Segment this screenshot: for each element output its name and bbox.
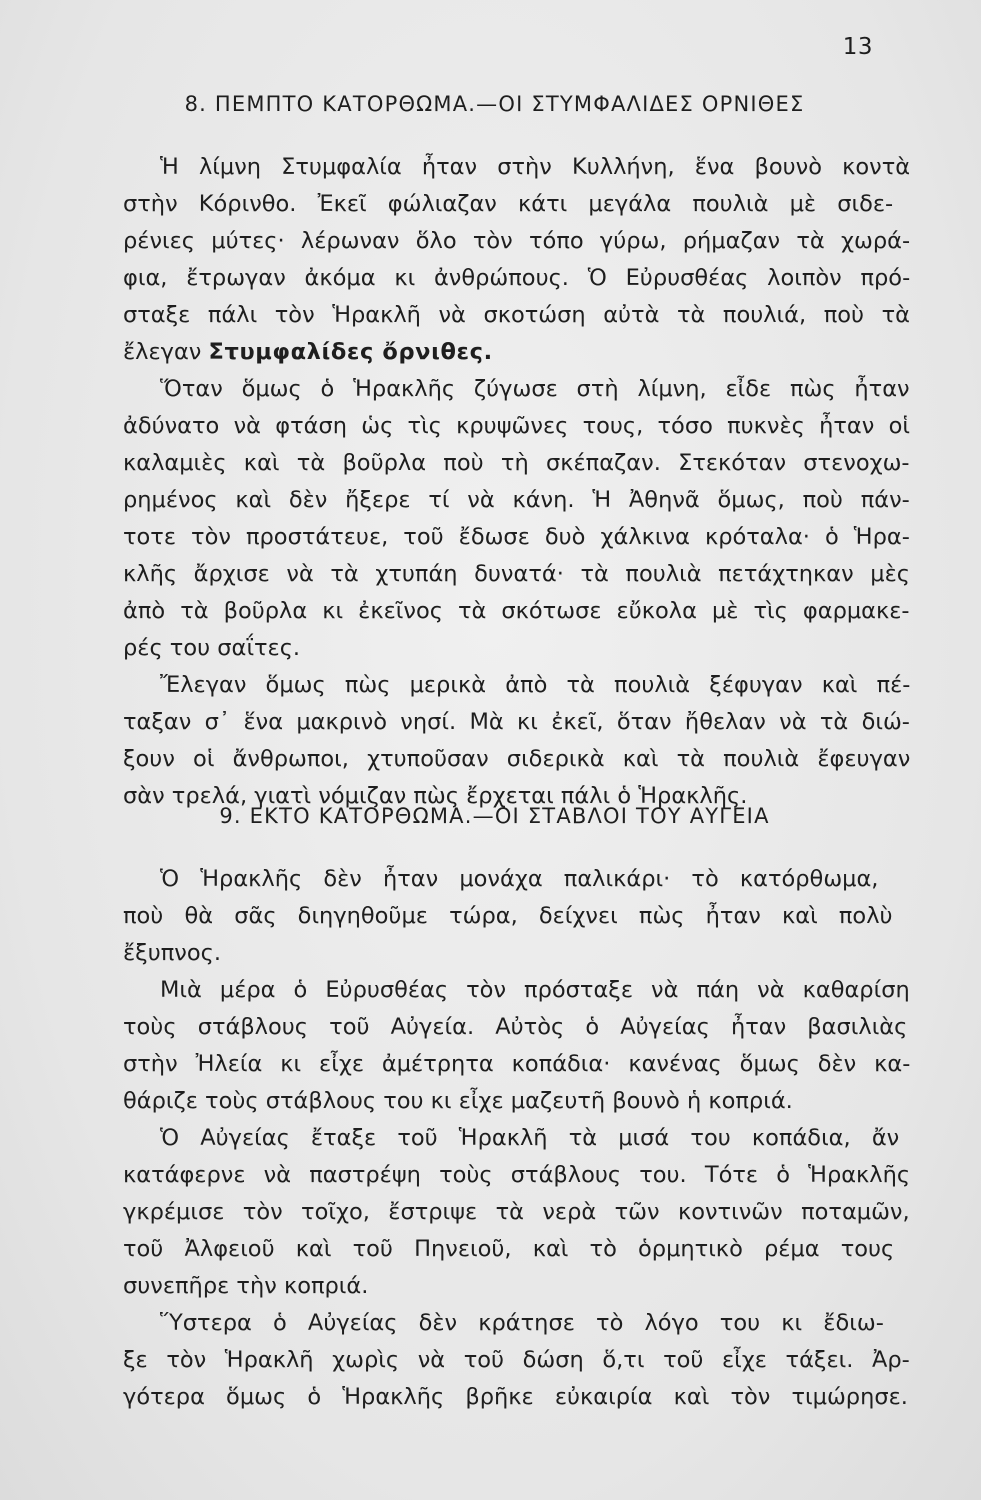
s8-line-4: φια, ἔτρωγαν ἀκόμα κι ἀνθρώπους. Ὁ Εὐρυσθέας λοιπὸν πρό- xyxy=(123,265,911,291)
s8-line-1: Ἡ λίμνη Στυμφαλία ἦταν στὴν Κυλλήνη, ἕνα βουνὸ κοντὰ xyxy=(160,154,911,180)
s8-line-14: ρές του σαΐτες. xyxy=(123,635,301,661)
s8-line-3: ρένιες μύτες· λέρωναν ὅλο τὸν τόπο γύρω, ρήμαζαν τὰ χωρά- xyxy=(123,228,911,254)
s9-line-2: ποὺ θὰ σᾶς διηγηθοῦμε τώρα, δείχνει πὼς ἦταν καὶ πολὺ xyxy=(123,903,893,929)
s8-line-2: στὴν Κόρινθο. Ἐκεῖ φώλιαζαν κάτι μεγάλα πουλιὰ μὲ σιδε- xyxy=(123,191,894,217)
section-9-heading: 9. ΕΚΤΟ ΚΑΤΟΡΘΩΜΑ.—ΟΙ ΣΤΑΒΛΟΙ ΤΟΥ ΑΥΓΕΙΑ xyxy=(219,804,770,828)
s9-line-5: τοὺς στάβλους τοῦ Αὐγεία. Αὐτὸς ὁ Αὐγείας ἦταν βασιλιὰς xyxy=(123,1014,908,1040)
s8-line-9: καλαμιὲς καὶ τὰ βοῦρλα ποὺ τὴ σκέπαζαν. Στεκόταν στενοχω- xyxy=(123,450,910,476)
s8-line-13: ἀπὸ τὰ βοῦρλα κι ἐκεῖνος τὰ σκότωσε εὔκολα μὲ τὶς φαρμακε- xyxy=(123,598,910,624)
s9-line-9: κατάφερνε νὰ παστρέψη τοὺς στάβλους του. Τότε ὁ Ἡρακλῆς xyxy=(123,1162,911,1188)
s9-line-10: γκρέμισε τὸν τοῖχο, ἔστριψε τὰ νερὰ τῶν κοντινῶν ποταμῶν, xyxy=(123,1199,910,1225)
s9-line-3: ἔξυπνος. xyxy=(123,940,221,966)
s9-line-1: Ὁ Ἡρακλῆς δὲν ἦταν μονάχα παλικάρι· τὸ κατόρθωμα, xyxy=(160,866,879,892)
s9-line-12: συνεπῆρε τὴν κοπριά. xyxy=(123,1273,369,1299)
s8-line-6 xyxy=(123,341,493,364)
s8-line-7: Ὅταν ὅμως ὁ Ἡρακλῆς ζύγωσε στὴ λίμνη, εἶδε πὼς ἦταν xyxy=(160,376,910,402)
s9-line-6: στὴν Ἠλεία κι εἶχε ἀμέτρητα κοπάδια· κανένας ὅμως δὲν κα- xyxy=(123,1051,911,1077)
section-8-heading: 8. ΠΕΜΠΤΟ ΚΑΤΟΡΘΩΜΑ.—ΟΙ ΣΤΥΜΦΑΛΙΔΕΣ ΟΡΝΙΘΕΣ xyxy=(184,92,805,116)
s8-line-10: ρημένος καὶ δὲν ἤξερε τί νὰ κάνη. Ἡ Ἀθηνᾶ ὅμως, ποὺ πάν- xyxy=(123,487,910,513)
s9-line-8: Ὁ Αὐγείας ἔταξε τοῦ Ἡρακλῆ τὰ μισά του κοπάδια, ἄν xyxy=(160,1125,900,1151)
s8-line-12: κλῆς ἄρχισε νὰ τὰ χτυπάη δυνατά· τὰ πουλιὰ πετάχτηκαν μὲς xyxy=(123,561,910,587)
s9-line-13: Ὕστερα ὁ Αὐγείας δὲν κράτησε τὸ λόγο του κι ἔδιω- xyxy=(160,1310,884,1336)
s8-line-18: σὰν τρελά, γιατὶ νόμιζαν πὼς ἔρχεται πάλι ὁ Ἡρακλῆς. xyxy=(123,783,748,809)
s9-line-14: ξε τὸν Ἡρακλῆ χωρὶς νὰ τοῦ δώση ὅ,τι τοῦ εἶχε τάξει. Ἀρ- xyxy=(123,1347,910,1373)
s9-line-7: θάριζε τοὺς στάβλους του κι εἶχε μαζευτῆ βουνὸ ἡ κοπριά. xyxy=(123,1088,793,1114)
s8-line-5: σταξε πάλι τὸν Ἡρακλῆ νὰ σκοτώση αὐτὰ τὰ πουλιά, ποὺ τὰ xyxy=(123,302,910,328)
s9-line-4: Μιὰ μέρα ὁ Εὐρυσθέας τὸν πρόσταξε νὰ πάη νὰ καθαρίση xyxy=(160,977,910,1003)
s9-line-15: γότερα ὅμως ὁ Ἡρακλῆς βρῆκε εὐκαιρία καὶ τὸν τιμώρησε. xyxy=(123,1384,908,1410)
s8-line-15: Ἔλεγαν ὅμως πὼς μερικὰ ἀπὸ τὰ πουλιὰ ξέφυγαν καὶ πέ- xyxy=(160,672,911,698)
page-number: 13 xyxy=(842,34,873,60)
s8-line-6-text: ἔλεγαν xyxy=(123,339,202,365)
s9-line-11: τοῦ Ἀλφειοῦ καὶ τοῦ Πηνειοῦ, καὶ τὸ ὁρμητικὸ ρέμα τους xyxy=(123,1236,895,1262)
emphasized-term: Στυμφαλίδες ὄρνιθες. xyxy=(208,339,493,365)
s8-line-8: ἀδύνατο νὰ φτάση ὡς τὶς κρυψῶνες τους, τόσο πυκνὲς ἦταν οἱ xyxy=(123,413,910,439)
s8-line-16: ταξαν σ᾽ ἕνα μακρινὸ νησί. Μὰ κι ἐκεῖ, ὅταν ἤθελαν νὰ τὰ διώ- xyxy=(123,709,910,735)
s8-line-11: τοτε τὸν προστάτευε, τοῦ ἔδωσε δυὸ χάλκινα κρόταλα· ὁ Ἡρα- xyxy=(123,524,910,550)
s8-line-17: ξουν οἱ ἄνθρωποι, χτυποῦσαν σιδερικὰ καὶ τὰ πουλιὰ ἔφευγαν xyxy=(123,746,911,772)
